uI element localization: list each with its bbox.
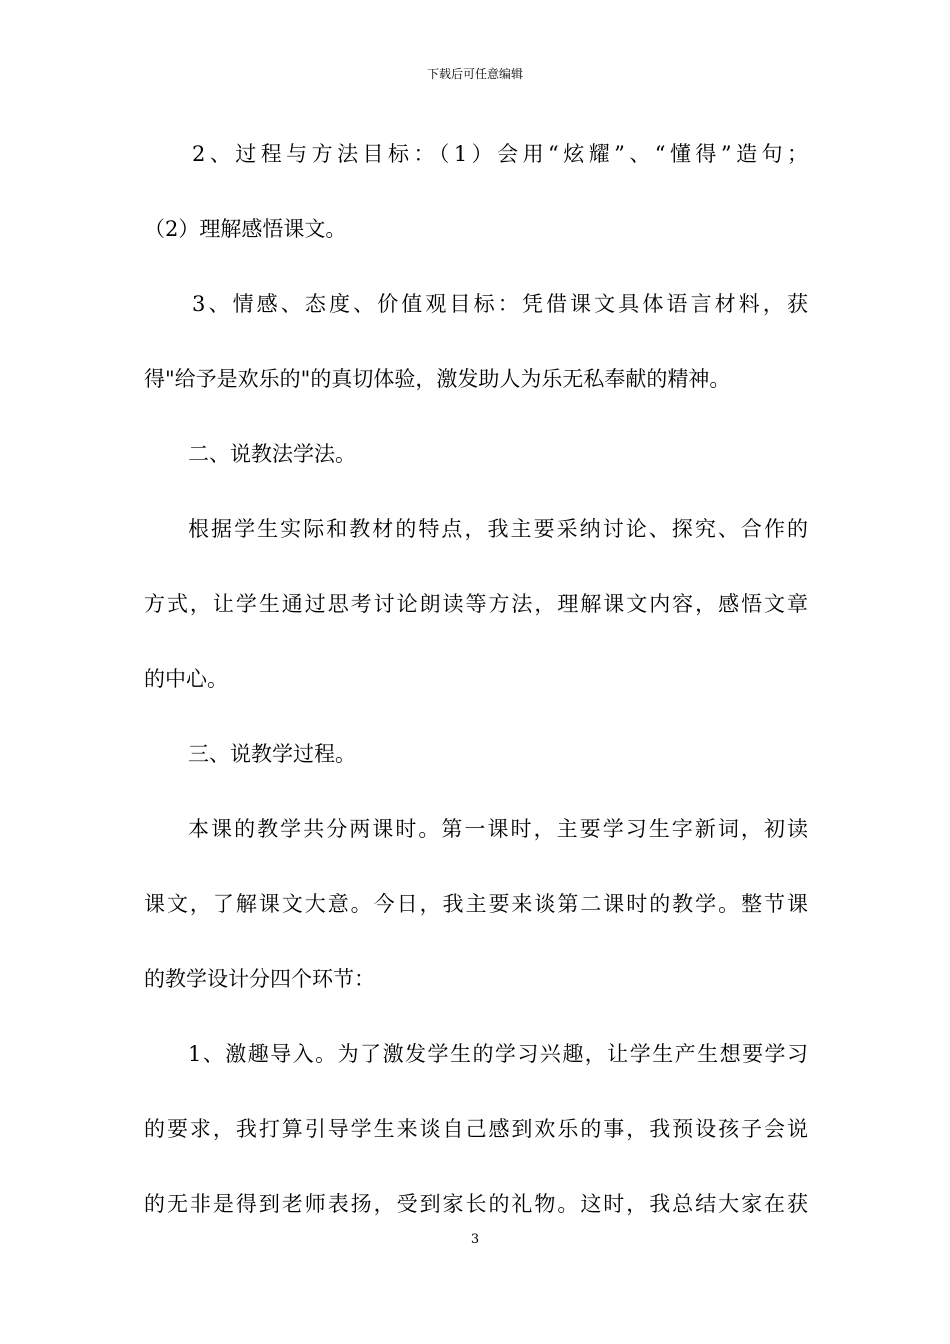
document-body [144,128,808,1230]
paragraph-introduction [144,1028,808,1230]
text-line: 3、情感、态度、价值观目标：凭借课文具体语言材料，获 [192,292,808,316]
text-line: 2、过程与方法目标：（1）会用“炫耀”、“懂得”造句； [192,142,808,166]
text-line: 1、激趣导入。为了激发学生的学习兴趣，让学生产生想要学习 [188,1042,808,1066]
text-line: 的无非是得到老师表扬，受到家长的礼物。这时，我总结大家在获 [144,1192,808,1216]
section-heading: 三、说教学过程。 [188,742,356,766]
paragraph-process-goals [144,128,808,255]
page-number: 3 [470,1232,480,1247]
text-line: 的教学设计分四个环节： [144,967,375,991]
paragraph-lesson-plan [144,803,808,1005]
paragraph-methods [144,503,808,705]
text-line: 根据学生实际和教材的特点，我主要采纳讨论、探究、合作的 [188,517,808,541]
text-line: 得"给予是欢乐的"的真切体验，激发助人为乐无私奉献的精神。 [144,367,731,391]
text-line: 的中心。 [144,667,228,691]
section-heading-process [144,728,808,780]
text-line: 课文，了解课文大意。今日，我主要来谈第二课时的教学。整节课 [144,892,808,916]
paragraph-emotion-goals [144,278,808,405]
section-heading-methods [144,428,808,480]
page-header: 下载后可任意编辑 [426,67,523,81]
text-line: 方式，让学生通过思考讨论朗读等方法，理解课文内容，感悟文章 [144,592,808,616]
text-line: （2）理解感悟课文。 [144,217,347,241]
text-line: 的要求，我打算引导学生来谈自己感到欢乐的事，我预设孩子会说 [144,1117,808,1141]
section-heading: 二、说教法学法。 [188,442,356,466]
text-line: 本课的教学共分两课时。第一课时，主要学习生字新词，初读 [188,817,808,841]
